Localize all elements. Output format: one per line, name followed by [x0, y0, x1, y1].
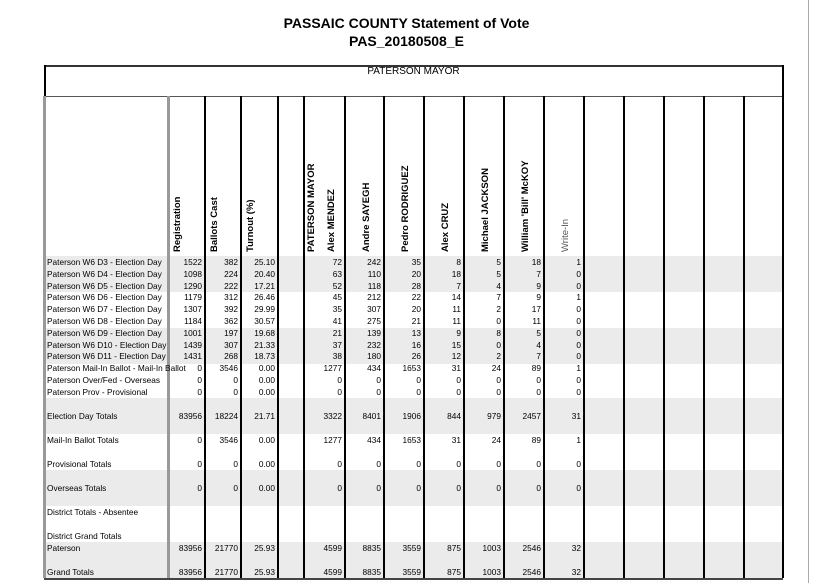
- value-cell: 0: [576, 375, 581, 385]
- row-label: Paterson W6 D10 - Election Day: [47, 339, 167, 350]
- value-cell: 5: [536, 327, 541, 338]
- value-cell: 21.71: [254, 411, 275, 421]
- value-cell: 0: [416, 459, 421, 469]
- value-cell: 18.73: [254, 351, 275, 362]
- row-label: Paterson W6 D5 - Election Day: [47, 280, 162, 291]
- value-cell: 307: [224, 339, 238, 350]
- row-label: Paterson W6 D11 - Election Day: [47, 351, 166, 362]
- value-cell: 0: [496, 459, 501, 469]
- contest-title: PATERSON MAYOR: [367, 66, 460, 77]
- value-cell: 8: [496, 327, 501, 338]
- value-cell: 15: [451, 339, 461, 350]
- contest-divider: [44, 96, 783, 97]
- row-label: Election Day Totals: [47, 411, 118, 421]
- column-header: Alex MENDEZ: [326, 189, 337, 252]
- value-cell: 25.10: [254, 257, 275, 267]
- value-cell: 180: [367, 351, 381, 362]
- value-cell: 25.93: [254, 543, 275, 553]
- value-cell: 0: [536, 375, 541, 385]
- value-cell: 14: [451, 292, 461, 303]
- value-cell: 0.00: [258, 435, 275, 445]
- value-cell: 7: [536, 268, 541, 279]
- value-cell: 35: [411, 257, 421, 267]
- column-header: Registration: [172, 196, 183, 252]
- row-label: Paterson: [47, 543, 81, 553]
- value-cell: 18: [531, 257, 541, 267]
- column-divider: [703, 96, 705, 578]
- value-cell: 1906: [402, 411, 421, 421]
- value-cell: 3559: [402, 543, 421, 553]
- value-cell: 0: [337, 459, 342, 469]
- value-cell: 1: [576, 435, 581, 445]
- value-cell: 0: [337, 386, 342, 397]
- row-label: Paterson W6 D6 - Election Day: [47, 292, 162, 303]
- value-cell: 0: [337, 483, 342, 493]
- value-cell: 37: [332, 339, 342, 350]
- value-cell: 232: [367, 339, 381, 350]
- value-cell: 0: [197, 435, 202, 445]
- value-cell: 3322: [323, 411, 342, 421]
- value-cell: 382: [224, 257, 238, 267]
- value-cell: 63: [332, 268, 342, 279]
- row-label: Overseas Totals: [47, 483, 107, 493]
- value-cell: 0: [197, 375, 202, 385]
- value-cell: 0: [496, 386, 501, 397]
- column-header: Write-In: [560, 218, 571, 252]
- column-divider: [743, 96, 745, 578]
- column-header: Pedro RODRIGUEZ: [400, 165, 411, 252]
- value-cell: 1307: [183, 304, 202, 315]
- value-cell: 24: [491, 363, 501, 374]
- value-cell: 979: [487, 411, 501, 421]
- value-cell: 307: [367, 304, 381, 315]
- value-cell: 16: [411, 339, 421, 350]
- value-cell: 7: [456, 280, 461, 291]
- value-cell: 1: [576, 292, 581, 303]
- row-label: District Totals - Absentee: [47, 507, 139, 517]
- value-cell: 72: [332, 257, 342, 267]
- value-cell: 28: [411, 280, 421, 291]
- value-cell: 1277: [323, 435, 342, 445]
- value-cell: 268: [224, 351, 238, 362]
- value-cell: 32: [571, 567, 581, 577]
- value-cell: 1653: [402, 435, 421, 445]
- row-label: Paterson Over/Fed - Overseas: [47, 375, 160, 385]
- value-cell: 362: [224, 316, 238, 326]
- value-cell: 41: [332, 316, 342, 326]
- column-header: Andre SAYEGH: [361, 182, 372, 252]
- row-label: Paterson W6 D7 - Election Day: [47, 304, 162, 315]
- value-cell: 434: [367, 435, 381, 445]
- report-title: PASSAIC COUNTY Statement of Vote: [283, 15, 530, 31]
- value-cell: 0.00: [258, 386, 275, 397]
- value-cell: 11: [452, 304, 461, 315]
- row-label: Paterson Prov - Provisional: [47, 386, 148, 397]
- row-label: Paterson W6 D4 - Election Day: [47, 268, 162, 279]
- value-cell: 18: [451, 268, 461, 279]
- value-cell: 392: [224, 304, 238, 315]
- value-cell: 1431: [183, 351, 202, 362]
- value-cell: 12: [451, 351, 461, 362]
- value-cell: 1: [576, 257, 581, 267]
- value-cell: 0.00: [258, 483, 275, 493]
- value-cell: 7: [536, 351, 541, 362]
- row-label: Paterson W6 D9 - Election Day: [47, 327, 162, 338]
- value-cell: 83956: [178, 543, 202, 553]
- value-cell: 4599: [323, 543, 342, 553]
- page-edge: [808, 0, 809, 583]
- value-cell: 0: [576, 304, 581, 315]
- column-header: Ballots Cast: [209, 197, 220, 252]
- value-cell: 0: [576, 280, 581, 291]
- value-cell: 5: [496, 257, 501, 267]
- value-cell: 0: [496, 316, 501, 326]
- value-cell: 89: [531, 363, 541, 374]
- value-cell: 275: [367, 316, 381, 326]
- value-cell: 20: [411, 304, 421, 315]
- value-cell: 0: [576, 483, 581, 493]
- value-cell: 0: [496, 339, 501, 350]
- column-header: William 'Bill' McKOY: [520, 160, 531, 252]
- table-border-bottom: [44, 578, 783, 580]
- value-cell: 2: [496, 304, 501, 315]
- value-cell: 8401: [362, 411, 381, 421]
- value-cell: 30.57: [254, 316, 275, 326]
- value-cell: 9: [456, 327, 461, 338]
- column-header: Michael JACKSON: [480, 168, 491, 252]
- value-cell: 0: [233, 483, 238, 493]
- value-cell: 197: [224, 327, 238, 338]
- value-cell: 83956: [178, 567, 202, 577]
- value-cell: 89: [531, 435, 541, 445]
- value-cell: 21.33: [254, 339, 275, 350]
- value-cell: 24: [491, 435, 501, 445]
- value-cell: 17.21: [254, 280, 275, 291]
- value-cell: 875: [447, 543, 461, 553]
- value-cell: 0.00: [258, 375, 275, 385]
- value-cell: 0: [456, 375, 461, 385]
- value-cell: 2457: [522, 411, 541, 421]
- value-cell: 3546: [219, 363, 238, 374]
- value-cell: 25.93: [254, 567, 275, 577]
- value-cell: 0: [376, 459, 381, 469]
- value-cell: 8: [456, 257, 461, 267]
- value-cell: 9: [536, 292, 541, 303]
- value-cell: 1001: [183, 327, 202, 338]
- column-header: Alex CRUZ: [440, 202, 451, 252]
- row-label: Paterson W6 D3 - Election Day: [47, 257, 162, 267]
- value-cell: 21: [332, 327, 342, 338]
- value-cell: 0: [376, 386, 381, 397]
- value-cell: 2546: [522, 543, 541, 553]
- value-cell: 110: [367, 268, 381, 279]
- value-cell: 0: [233, 375, 238, 385]
- value-cell: 20.40: [254, 268, 275, 279]
- value-cell: 8835: [362, 543, 381, 553]
- row-label: Paterson W6 D8 - Election Day: [47, 316, 162, 326]
- value-cell: 1003: [482, 567, 501, 577]
- value-cell: 0: [496, 375, 501, 385]
- value-cell: 13: [411, 327, 421, 338]
- value-cell: 19.68: [254, 327, 275, 338]
- value-cell: 0: [197, 386, 202, 397]
- value-cell: 21770: [214, 543, 238, 553]
- value-cell: 17: [531, 304, 541, 315]
- value-cell: 0.00: [258, 363, 275, 374]
- row-label: Mail-In Ballot Totals: [47, 435, 119, 445]
- column-header: PATERSON MAYOR: [306, 163, 317, 252]
- value-cell: 222: [224, 280, 238, 291]
- value-cell: 1290: [183, 280, 202, 291]
- value-cell: 0: [233, 386, 238, 397]
- value-cell: 0: [197, 363, 202, 374]
- value-cell: 0: [416, 483, 421, 493]
- value-cell: 0: [416, 386, 421, 397]
- row-label: District Grand Totals: [47, 531, 122, 541]
- value-cell: 29.99: [254, 304, 275, 315]
- value-cell: 1439: [183, 339, 202, 350]
- column-header: Turnout (%): [245, 199, 256, 252]
- value-cell: 31: [451, 363, 461, 374]
- value-cell: 9: [536, 280, 541, 291]
- value-cell: 212: [367, 292, 381, 303]
- value-cell: 0: [376, 375, 381, 385]
- value-cell: 0: [576, 459, 581, 469]
- value-cell: 1522: [183, 257, 202, 267]
- value-cell: 0: [576, 268, 581, 279]
- value-cell: 18224: [214, 411, 238, 421]
- value-cell: 0: [496, 483, 501, 493]
- value-cell: 45: [332, 292, 342, 303]
- column-divider: [663, 96, 665, 578]
- value-cell: 242: [367, 257, 381, 267]
- value-cell: 31: [571, 411, 581, 421]
- row-label: Grand Totals: [47, 567, 94, 577]
- value-cell: 1277: [323, 363, 342, 374]
- value-cell: 0: [576, 351, 581, 362]
- value-cell: 0: [576, 316, 581, 326]
- value-cell: 0: [456, 459, 461, 469]
- value-cell: 0: [576, 327, 581, 338]
- value-cell: 26: [411, 351, 421, 362]
- value-cell: 11: [532, 316, 541, 326]
- value-cell: 139: [367, 327, 381, 338]
- value-cell: 0: [536, 459, 541, 469]
- value-cell: 0: [536, 483, 541, 493]
- value-cell: 1184: [184, 316, 202, 326]
- value-cell: 4: [496, 280, 501, 291]
- value-cell: 875: [447, 567, 461, 577]
- value-cell: 224: [224, 268, 238, 279]
- row-label: Provisional Totals: [47, 459, 112, 469]
- value-cell: 3546: [219, 435, 238, 445]
- value-cell: 0: [456, 386, 461, 397]
- value-cell: 32: [571, 543, 581, 553]
- value-cell: 1: [576, 363, 581, 374]
- value-cell: 0: [576, 339, 581, 350]
- value-cell: 0: [197, 459, 202, 469]
- value-cell: 2546: [522, 567, 541, 577]
- value-cell: 844: [447, 411, 461, 421]
- value-cell: 8835: [362, 567, 381, 577]
- value-cell: 4: [536, 339, 541, 350]
- value-cell: 38: [332, 351, 342, 362]
- value-cell: 21: [411, 316, 421, 326]
- value-cell: 83956: [178, 411, 202, 421]
- value-cell: 7: [496, 292, 501, 303]
- value-cell: 5: [496, 268, 501, 279]
- value-cell: 11: [452, 316, 461, 326]
- value-cell: 118: [367, 280, 381, 291]
- value-cell: 0.00: [258, 459, 275, 469]
- table-border-right: [782, 65, 784, 578]
- value-cell: 0: [416, 375, 421, 385]
- value-cell: 0: [456, 483, 461, 493]
- value-cell: 52: [332, 280, 342, 291]
- value-cell: 312: [224, 292, 238, 303]
- value-cell: 3559: [402, 567, 421, 577]
- value-cell: 4599: [323, 567, 342, 577]
- value-cell: 434: [367, 363, 381, 374]
- value-cell: 0: [576, 386, 581, 397]
- value-cell: 20: [411, 268, 421, 279]
- value-cell: 0: [536, 386, 541, 397]
- value-cell: 0: [233, 459, 238, 469]
- value-cell: 22: [411, 292, 421, 303]
- value-cell: 1653: [402, 363, 421, 374]
- value-cell: 35: [332, 304, 342, 315]
- value-cell: 21770: [214, 567, 238, 577]
- value-cell: 2: [496, 351, 501, 362]
- value-cell: 0: [376, 483, 381, 493]
- value-cell: 0: [197, 483, 202, 493]
- value-cell: 26.46: [254, 292, 275, 303]
- value-cell: 1179: [184, 292, 202, 303]
- value-cell: 31: [451, 435, 461, 445]
- value-cell: 0: [337, 375, 342, 385]
- column-divider: [623, 96, 625, 578]
- value-cell: 1003: [482, 543, 501, 553]
- report-subtitle: PAS_20180508_E: [349, 33, 464, 49]
- value-cell: 1098: [183, 268, 202, 279]
- row-label: Paterson Mail-In Ballot - Mail-In Ballot: [47, 363, 186, 374]
